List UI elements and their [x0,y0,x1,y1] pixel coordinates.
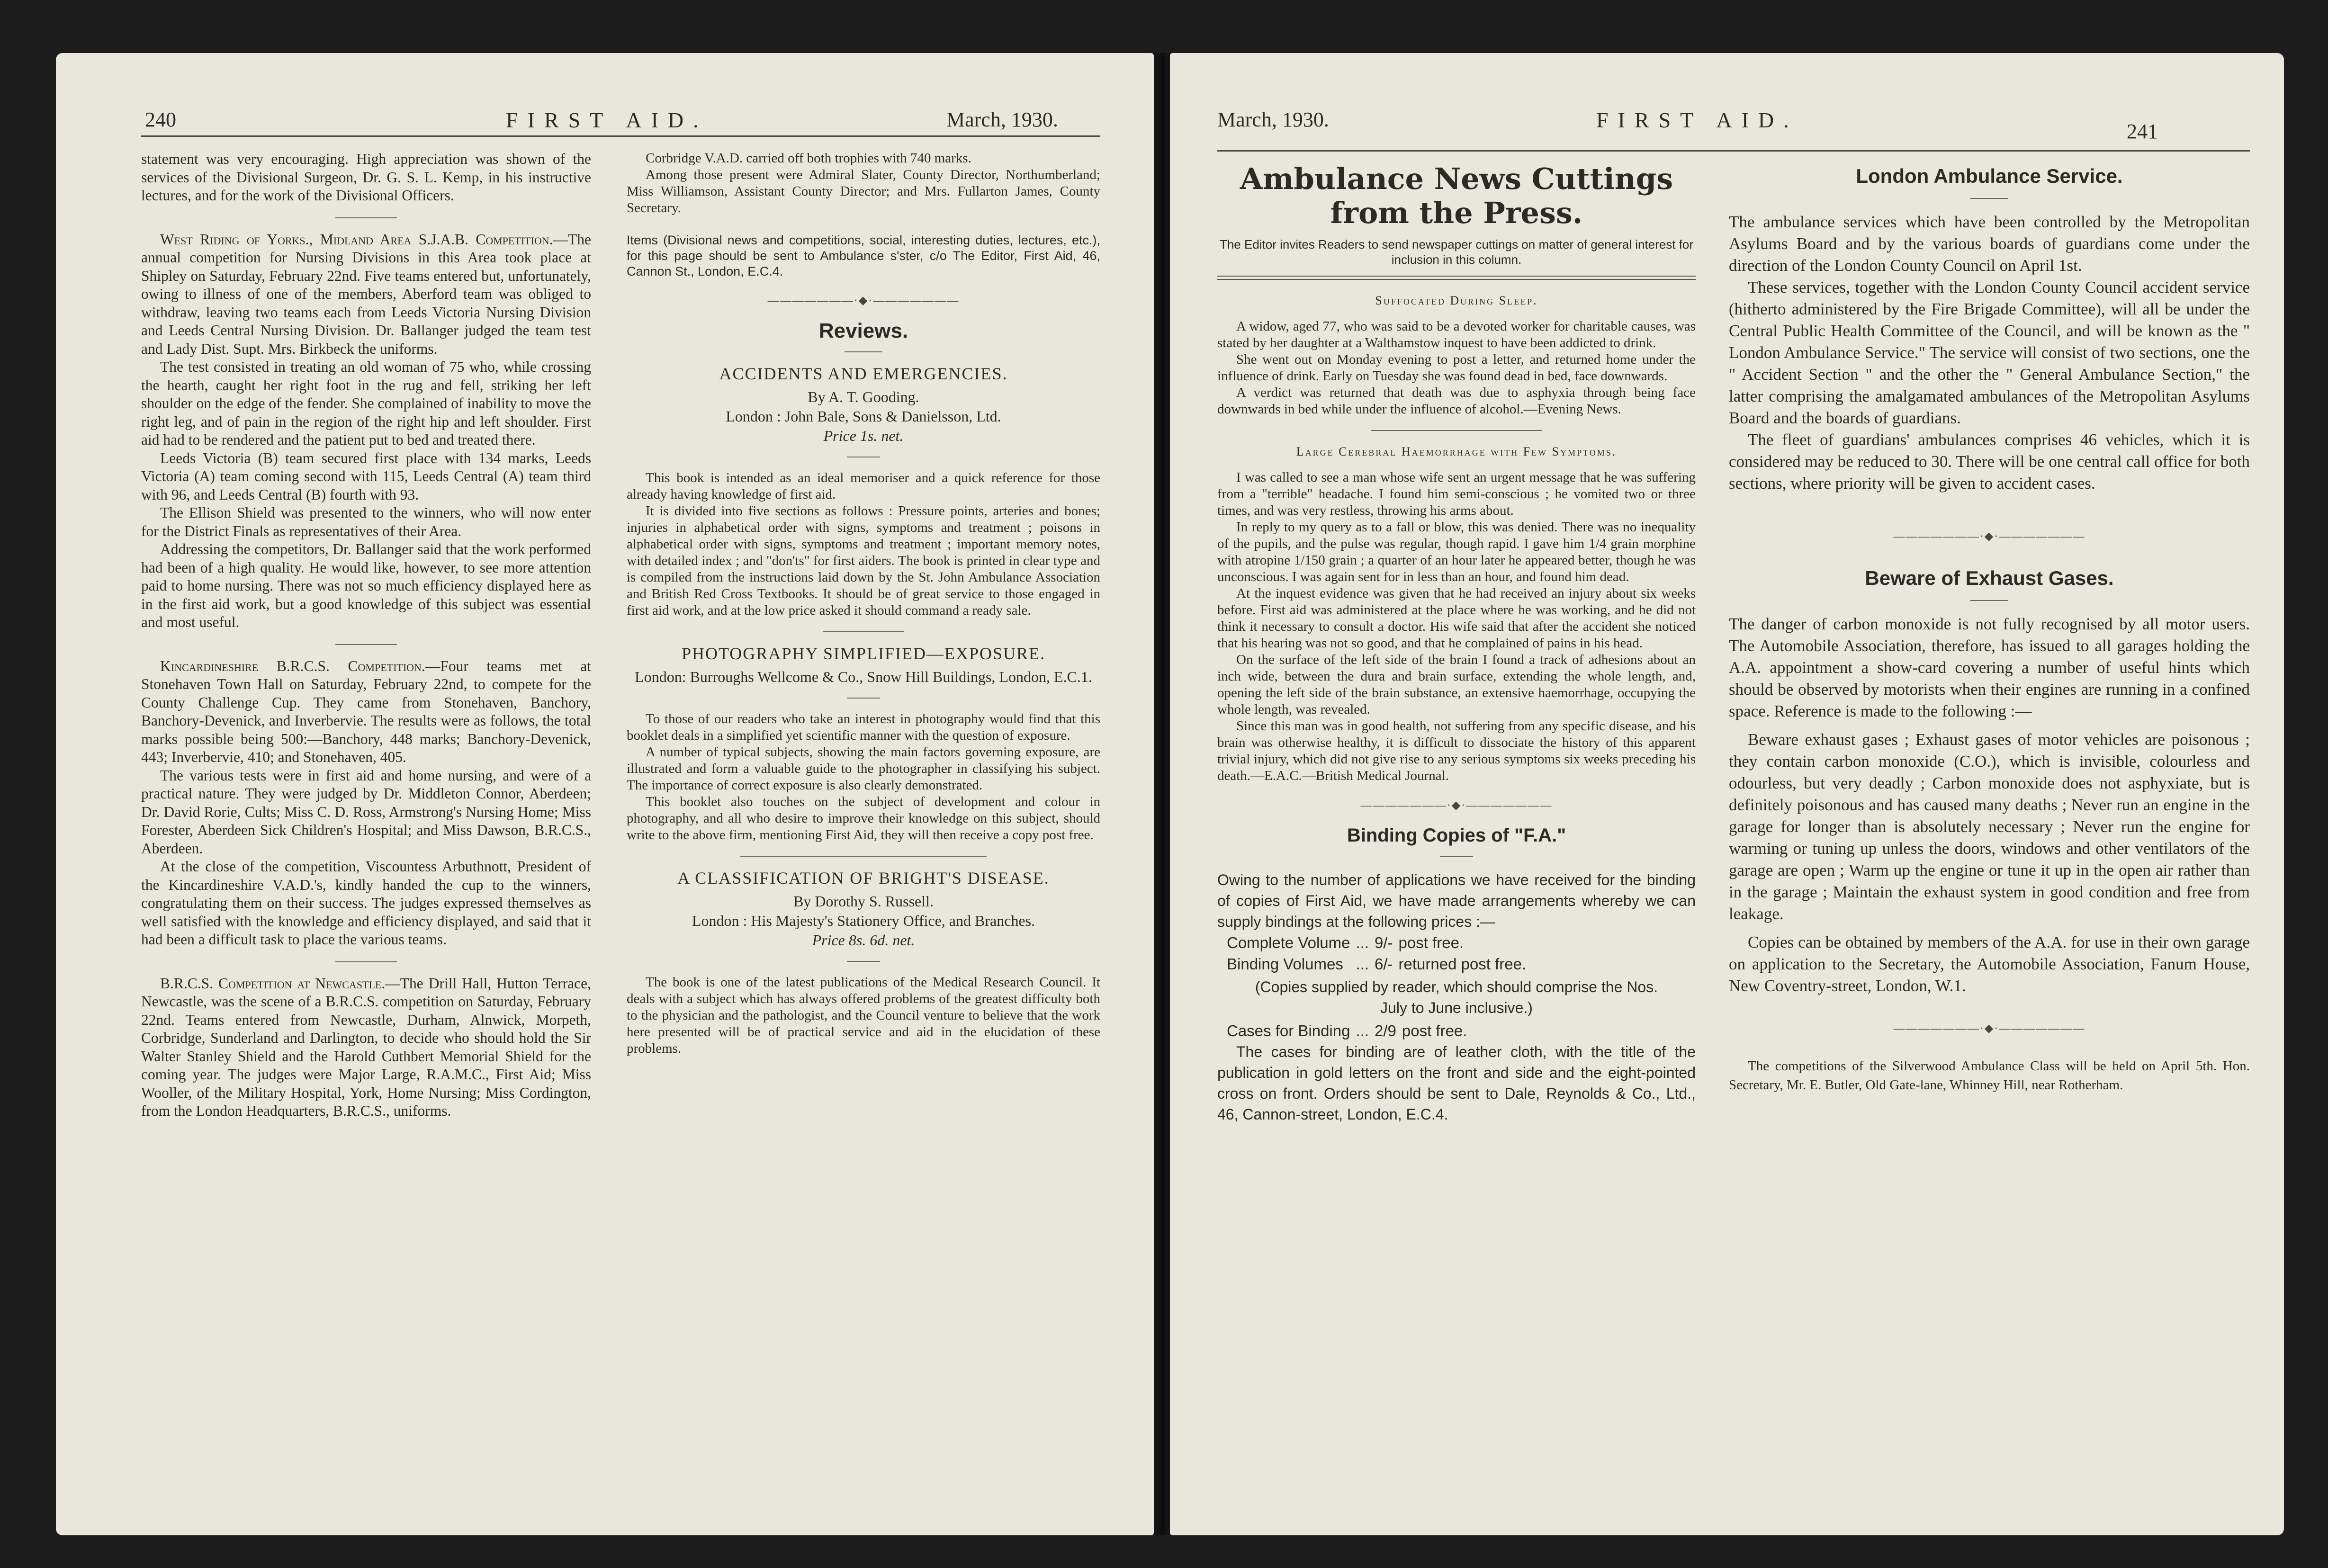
cuttings-intro: The Editor invites Readers to send newspaper cuttings on matter of general interest for inclusion in this column. [1219,237,1694,267]
paragraph: statement was very encouraging. High appreciation was shown of the services of the Divisional Surgeon, Dr. G. S. L. Kemp, in his instructive lectures, and for the work of the Divisional Officers. [141,151,591,204]
cutting-heading: Large Cerebral Haemorrhage with Few Symptoms. [1296,445,1617,458]
price-row [1227,1020,1473,1041]
price-table [1227,932,1532,975]
paragraph: A verdict was returned that death was due to asphyxia through being face downwards in bed while under the influence of alcohol.—Evening News. [1217,385,1696,417]
right-page [1170,53,2284,1535]
divider [845,351,882,352]
item-text: —Four teams met at Stonehaven Town Hall on Saturday, February 22nd, to compete for the County Challenge Cup. They came from Stonehaven, Banchory, Banchory-Devenick, and Inverbervie. The results were as follows, the total marks possible being 500:—Banchory, 448 marks; Banchory-Devenick, 443; Inverbervie, 410; and Stonehaven, 405. [141,657,591,765]
paragraph: A number of typical subjects, showing the main factors governing exposure, are illustrated and form a valuable guide to the photographer in classifying his subject. The importance of correct exposure is also clearly demonstrated. [627,744,1100,793]
paragraph: Among those present were Admiral Slater, County Director, Northumberland; Miss Williamson, Assistant County Director; and Mrs. Fullarton James, County Secretary. [627,167,1100,215]
price-note: post free. [1402,1022,1467,1039]
divider [740,856,987,857]
running-title: FIRST AID. [506,108,708,132]
item-heading: West Riding of Yorks., Midland Area S.J.A.B. Competition. [160,231,553,248]
paragraph: To those of our readers who take an interest in photography would find that this booklet deals in a simplified yet scientific manner with the question of exposure. [627,711,1100,743]
price-value: 2/9 [1375,1022,1396,1039]
paragraph: At the close of the competition, Viscountess Arbuthnott, President of the Kincardineshire V.A.D.'s, kindly handed the cup to the winners, congratulating them on their success. The judges expressed themselves as well satisfied with the knowledge and efficiency displayed, and said that it had been a difficult task to place the various teams. [141,858,591,948]
page-number: 240 [145,108,176,131]
item-text: —The annual competition for Nursing Divisions in this Area took place at Shipley on Saturday, February 22nd. Five teams entered but, unfortunately, owing to illness of one of the members, Aberford team was obliged to withdraw, leaving two teams each from Leeds Victoria Nursing Division and Leeds Central Nursing Division. Dr. Ballanger judged the team test and Lady Dist. Supt. Mrs. Birkbeck the uniforms. [141,231,591,357]
paragraph: The fleet of guardians' ambulances comprises 46 vehicles, which it is considered may be reduced to 30. There will be one central call office for both sections, where priority will be given to accident cases. [1729,430,2250,493]
binding-supplied-note: (Copies supplied by reader, which should comprise the Nos. July to June inclusive.) [1255,978,1658,1016]
ornament-divider: ———————·◆·——————— [767,295,960,307]
items-note: Items (Divisional news and competitions, social, interesting duties, lectures, etc.), for this page should be sent to Ambulance s'ster, c/o The Editor, First Aid, 46, Cannon St., London, E.C.4. [627,233,1100,278]
divider [823,631,904,632]
left-page [56,53,1154,1535]
price-row [1227,953,1532,975]
divider [1970,198,2008,199]
review-publisher: London : His Majesty's Stationery Office, and Branches. [692,912,1035,929]
price-table [1227,1020,1473,1041]
item-heading: B.R.C.S. Competition at Newcastle. [160,975,386,992]
right-column-1 [1217,162,1696,1125]
paragraph: On the surface of the left side of the brain I found a track of adhesions about an inch wide, between the dura and brain surface, extending the whole length, and, opening the left side of the brain substance, an extensive haemorrhage, occupying the whole length, was revealed. [1217,652,1696,717]
paragraph: In reply to my query as to a fall or blow, this was denied. There was no inequality of the pupils, and the pulse was regular, though rapid. I gave him 1/4 grain morphine with atropine 1/150 grain ; a quarter of an hour later he appeared better, though he was unconscious. I was again sent for in less than an hour, and found him dead. [1217,520,1696,584]
divider [1371,430,1542,431]
paragraph: At the inquest evidence was given that he had received an injury about six weeks before. First aid was administered at the place where he was working, and he did not think it necessary to consult a doctor. His wife said that after the accident she noticed that his hearing was not so good, and that he complained of pains in his head. [1217,586,1696,651]
review-title: PHOTOGRAPHY SIMPLIFIED—EXPOSURE. [681,644,1046,663]
paragraph: The book is one of the latest publications of the Medical Research Council. It deals with a subject which has always offered problems of the greatest difficulty both to the physician and the pathologist, and the Council venture to believe that the work here presented will be of practical service and aid in the elucidation of these problems. [627,975,1100,1056]
price-value: 9/- [1375,934,1393,951]
divider [847,698,880,699]
paragraph: The ambulance services which have been controlled by the Metropolitan Asylums Board and by the various boards of guardians come under the direction of the London County Council on April 1st. [1729,212,2250,275]
paragraph: This book is intended as an ideal memoriser and a quick reference for those already having knowledge of first aid. [627,470,1100,502]
paragraph [141,231,591,358]
paragraph: This booklet also touches on the subject of development and colour in photography, and all who desire to improve their knowledge on this subject, should write to the above firm, mentioning First Aid, they will then receive a copy post free. [627,794,1100,842]
review-publisher: London: Burroughs Wellcome & Co., Snow Hill Buildings, London, E.C.1. [635,668,1092,685]
price-dots: ... [1356,1022,1369,1039]
divider [335,217,397,218]
review-publisher: London : John Bale, Sons & Danielsson, Ltd. [726,408,1001,425]
silverwood-note: The competitions of the Silverwood Ambulance Class will be held on April 5th. Hon. Secretary, Mr. E. Butler, Old Gate-lane, Whinney Hill, near Rotherham. [1729,1058,2250,1093]
paragraph: I was called to see a man whose wife sent an urgent message that he was suffering from a "terrible" headache. I found him semi-conscious ; he vomited two or three times, and was very restless, throwing his arms about. [1217,470,1696,518]
paragraph [141,657,591,767]
paragraph: Since this man was in good health, not suffering from any specific disease, and his brain was otherwise healthy, it is difficult to dissociate the history of this apparent trivial injury, which did not give rise to any serious symptoms six weeks preceding his death.—E.A.C.—British Medical Journal. [1217,718,1696,783]
paragraph: Owing to the number of applications we have received for the binding of copies of First Aid, we have made arrangements whereby we can supply bindings at the following prices :— [1217,871,1696,930]
item-heading: Kincardineshire B.R.C.S. Competition. [160,657,425,674]
issue-date: March, 1930. [946,108,1058,131]
reviews-heading: Reviews. [818,319,908,342]
left-column-2 [627,150,1100,1057]
review-author: By A. T. Gooding. [808,388,919,405]
price-item: Binding Volumes [1227,955,1343,973]
divider [335,961,397,962]
running-title: FIRST AID. [1596,108,1798,132]
price-note: returned post free. [1398,955,1527,973]
paragraph: The danger of carbon monoxide is not fully recognised by all motor users. The Automobile Association, therefore, has issued to all garages holding the A.A. appointment a show-card covering a number of useful hints which should be observed by motorists when their engines are running in a confined space. Reference is made to the following :— [1729,614,2250,720]
page-number: 241 [2127,120,2158,143]
review-price: Price 1s. net. [823,427,904,444]
paragraph: The test consisted in treating an old woman of 75 who, while crossing the hearth, caught her right foot in the rug and fell, striking her left shoulder on the edge of the fender. She complained of inability to move the right leg, and of pain in the region of the right hip and left shoulder. First aid had to be rendered and the patient put to bed and treated there. [141,358,591,448]
double-rule [1217,276,1696,280]
cuttings-heading: Ambulance News Cuttings from the Press. [1240,161,1673,230]
paragraph: It is divided into five sections as follows : Pressure points, arteries and bones; injuries in alphabetical order with signs, symptoms and treatment ; poisons in alphabetical order with signs, symptoms and treatment ; important memory notes, with detailed index ; and "don'ts" for first aiders. The book is printed in clear type and is compiled from the instructions laid down by the St. John Ambulance Association and British Red Cross Textbooks. It should be of great service to those engaged in first aid work, and at the low price asked it should command a ready sale. [627,503,1100,618]
ornament-divider: ———————·◆·——————— [1893,1022,2085,1035]
paragraph: These services, together with the London County Council accident service (hitherto administered by the Fire Brigade Committee), will all be under the Central Public Health Committee of the Council, and will be known as the " London Ambulance Service." The service will consist of two sections, one the " Accident Section " and the other the " General Ambulance Section," the latter comprising the amalgamated ambulances of the Metropolitan Asylums Board and the boards of guardians. [1729,278,2250,427]
divider [335,644,397,645]
paragraph: The Ellison Shield was presented to the winners, who will now enter for the District Finals as representatives of their Area. [141,504,591,539]
header-rule [141,135,1100,137]
price-dots: ... [1356,955,1369,973]
header-rule [1217,150,2250,152]
london-heading: London Ambulance Service. [1856,165,2123,187]
paragraph: Beware exhaust gases ; Exhaust gases of motor vehicles are poisonous ; they contain carbon monoxide (C.O.), which is invisible, colourless and odourless, but very deadly ; Carbon monoxide does not asphyxiate, but is definitely poisonous and has caused many deaths ; Never run an engine in the garage for longer than is absolutely necessary ; Never run the engine for warming or tuning up unless the doors, windows and other ventilators of the garage are open ; Warm up the engine or tune it up in the open air rather than in the garage ; Maintain the exhaust system in good condition and free from leakage. [1729,730,2250,923]
paragraph: Addressing the competitors, Dr. Ballanger said that the work performed had been of a high quality. He would like, however, to see more attention paid to home nursing. There was not so much efficiency displayed here as in the first aid work, but a good knowledge of this subject was essential and most useful. [141,541,591,630]
price-value: 6/- [1375,955,1393,973]
divider [1440,856,1473,857]
paragraph: The various tests were in first aid and home nursing, and were of a practical nature. They were judged by Dr. Middleton Connor, Aberdeen; Dr. David Rorie, Cults; Miss C. D. Ross, Armstrong's Nursing Home; Miss Forester, Aberdeen Sick Children's Hospital; and Miss Dawson, B.R.C.S., Aberdeen. [141,767,591,857]
paragraph [141,975,591,1120]
price-note: post free. [1398,934,1464,951]
paragraph: A widow, aged 77, who was said to be a devoted worker for charitable causes, was stated by her daughter at a Walthamstow inquest to have been addicted to drink. [1217,319,1696,350]
ornament-divider: ———————·◆·——————— [1360,799,1553,812]
ornament-divider: ———————·◆·——————— [1893,530,2085,543]
binding-heading: Binding Copies of "F.A." [1347,825,1566,846]
divider [847,961,880,962]
price-dots: ... [1356,934,1369,951]
left-column-1 [141,150,591,1120]
paragraph: She went out on Monday evening to post a letter, and returned home under the influence of drink. Early on Tuesday she was found dead in bed, face downwards. [1217,352,1696,384]
review-author: By Dorothy S. Russell. [793,893,934,910]
paragraph: Copies can be obtained by members of the A.A. for use in their own garage on application to the Secretary, the Automobile Association, Fanum House, New Coventry-street, London, W.1. [1729,932,2250,995]
price-item: Cases for Binding [1227,1022,1350,1039]
paragraph: Leeds Victoria (B) team secured first place with 134 marks, Leeds Victoria (A) team coming second with 115, Leeds Central (A) team third with 96, and Leeds Central (B) fourth with 93. [141,449,591,503]
price-row [1227,932,1532,953]
review-title: A CLASSIFICATION OF BRIGHT'S DISEASE. [677,869,1050,887]
cutting-heading: Suffocated During Sleep. [1375,294,1538,307]
divider [1970,600,2008,601]
paragraph: Corbridge V.A.D. carried off both trophies with 740 marks. [646,151,971,166]
exhaust-heading: Beware of Exhaust Gases. [1865,567,2114,589]
review-price: Price 8s. 6d. net. [812,932,915,949]
paragraph: The cases for binding are of leather cloth, with the title of the publication in gold letters on the front and side and the eight-pointed cross on front. Orders should be sent to Dale, Reynolds & Co., Ltd., 46, Cannon-street, London, E.C.4. [1217,1043,1696,1123]
price-item: Complete Volume [1227,934,1350,951]
item-text: —The Drill Hall, Hutton Terrace, Newcastle, was the scene of a B.R.C.S. competition on Saturday, February 22nd. Teams entered from Newcastle, Durham, Alnwick, Morpeth, Corbridge, Sunderland and Darlington, to decide who should hold the Sir Walter Stanley Shield and the Harold Cuthbert Memorial Shield for the coming year. The judges were Major Large, R.A.M.C., First Aid; Miss Wooller, of the Military Hospital, York, Home Nursing; Miss Cordington, from the London Headquarters, B.R.C.S., uniforms. [141,975,591,1119]
issue-date: March, 1930. [1217,108,1329,131]
right-column-2 [1729,164,2250,1094]
review-title: ACCIDENTS AND EMERGENCIES. [719,364,1008,383]
